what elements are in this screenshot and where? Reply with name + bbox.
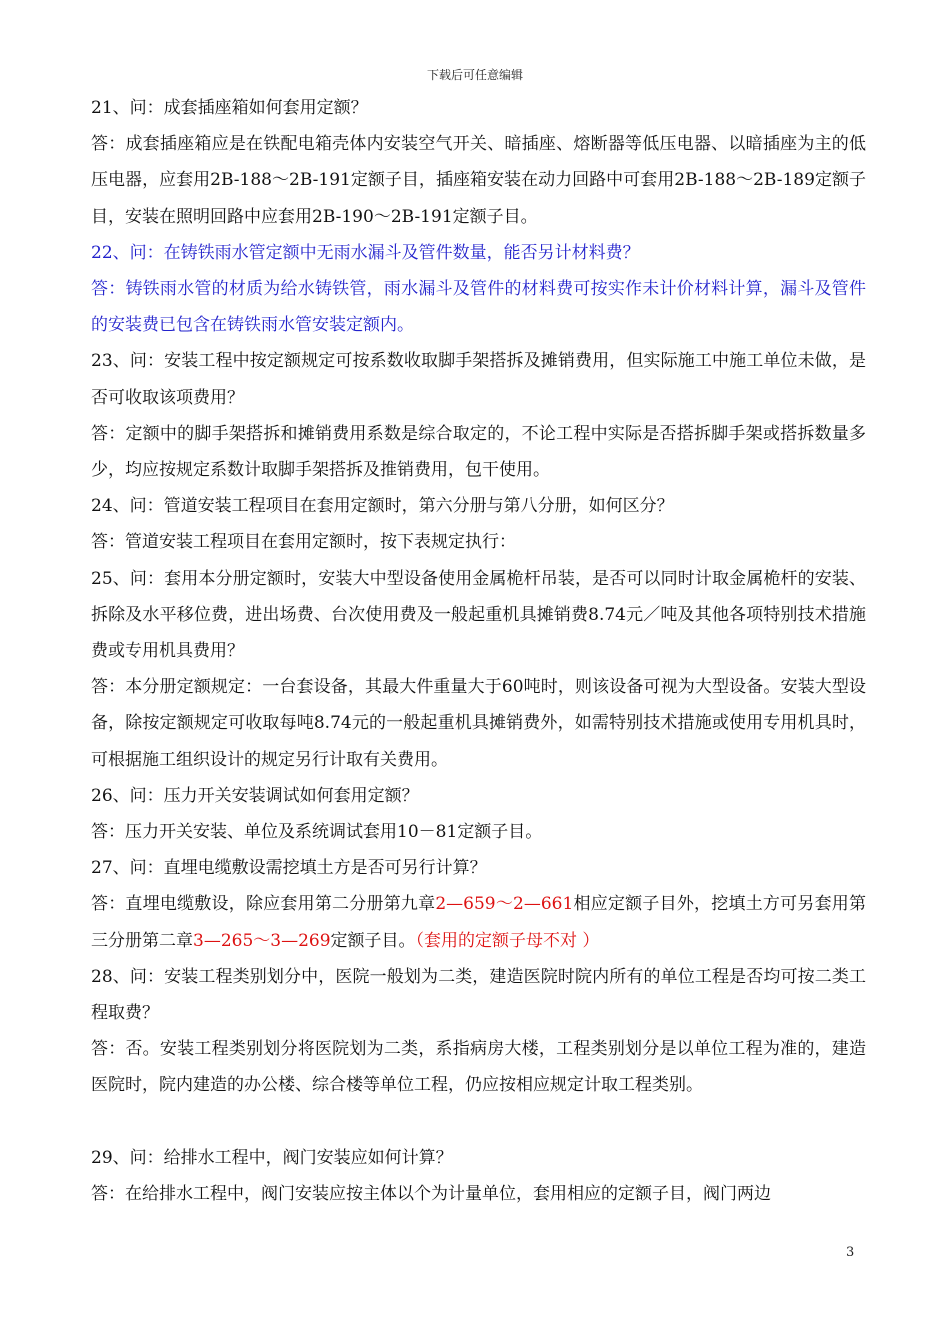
answer-22: 答：铸铁雨水管的材质为给水铸铁管，雨水漏斗及管件的材料费可按实作未计价材料计算，漏斗及管件的安装费已包含在铸铁雨水管安装定额内。 <box>91 279 866 336</box>
answer-29: 答：在给排水工程中，阀门安装应按主体以个为计量单位，套用相应的定额子目，阀门两边 <box>91 1183 771 1204</box>
answer-27-text-1: 答：直埋电缆敷设，除应套用第二分册第九章 <box>91 894 436 915</box>
question-22: 22、问：在铸铁雨水管定额中无雨水漏斗及管件数量，能否另计材料费？ <box>91 242 640 263</box>
question-29: 29、问：给排水工程中，阀门安装应如何计算？ <box>91 1147 453 1168</box>
question-25: 25、问：套用本分册定额时，安装大中型设备使用金属桅杆吊装，是否可以同时计取金属桅杆的安装、拆除及水平移位费，进出场费、台次使用费及一般起重机具摊销费8.74元／吨及其他各项特别技术措施费或专用机具费用？ <box>91 568 866 662</box>
answer-27-text-2: 相应定额子目外，挖填土方可另套用第三分册第二章 <box>91 894 867 951</box>
answer-27-quota-range-2: 3—265～3—269 <box>193 930 331 951</box>
answer-25: 答：本分册定额规定：一台套设备，其最大件重量大于60吨时，则该设备可视为大型设备。安装大型设备，除按定额规定可收取每吨8.74元的一般起重机具摊销费外，如需特别技术措施或使用专用机具时，可根据施工组织设计的规定另行计取有关费用。 <box>91 677 866 770</box>
document-body <box>91 90 866 1212</box>
paragraph-gap <box>91 1104 866 1140</box>
answer-21: 答：成套插座箱应是在铁配电箱壳体内安装空气开关、暗插座、熔断器等低压电器、以暗插座为主的低压电器，应套用2B-188～2B-191定额子目，插座箱安装在动力回路中可套用2B-188～2B-189定额子目，安装在照明回路中应套用2B-190～2B-191定额子目。 <box>91 134 866 227</box>
answer-27-correction-note: （套用的定额子母不对 ） <box>415 930 600 951</box>
question-23: 23、问：安装工程中按定额规定可按系数收取脚手架搭拆及摊销费用，但实际施工中施工单位未做，是否可收取该项费用？ <box>91 351 866 408</box>
answer-28: 答：否。安装工程类别划分将医院划为二类，系指病房大楼，工程类别划分是以单位工程为准的，建造医院时，院内建造的办公楼、综合楼等单位工程，仍应按相应规定计取工程类别。 <box>91 1039 866 1096</box>
question-27: 27、问：直埋电缆敷设需挖填土方是否可另行计算？ <box>91 858 487 879</box>
answer-23: 答：定额中的脚手架搭拆和摊销费用系数是综合取定的，不论工程中实际是否搭拆脚手架或搭拆数量多少，均应按规定系数计取脚手架搭拆及推销费用，包干使用。 <box>91 423 866 481</box>
answer-24: 答：管道安装工程项目在套用定额时，按下表规定执行： <box>91 532 516 553</box>
question-24: 24、问：管道安装工程项目在套用定额时，第六分册与第八分册，如何区分？ <box>91 496 674 517</box>
answer-27 <box>91 886 866 958</box>
page-header: 下载后可任意编辑 <box>426 68 523 82</box>
question-28: 28、问：安装工程类别划分中，医院一般划为二类，建造医院时院内所有的单位工程是否均可按二类工程取费？ <box>91 966 866 1024</box>
answer-27-text-3: 定额子目。 <box>330 930 416 951</box>
answer-27-quota-range-1: 2—659～2—661 <box>435 894 574 915</box>
question-26: 26、问：压力开关安装调试如何套用定额？ <box>91 785 419 806</box>
answer-26: 答：压力开关安装、单位及系统调试套用10－81定额子目。 <box>91 822 543 843</box>
question-21: 21、问：成套插座箱如何套用定额？ <box>91 98 368 118</box>
page-number: 3 <box>846 1245 855 1260</box>
